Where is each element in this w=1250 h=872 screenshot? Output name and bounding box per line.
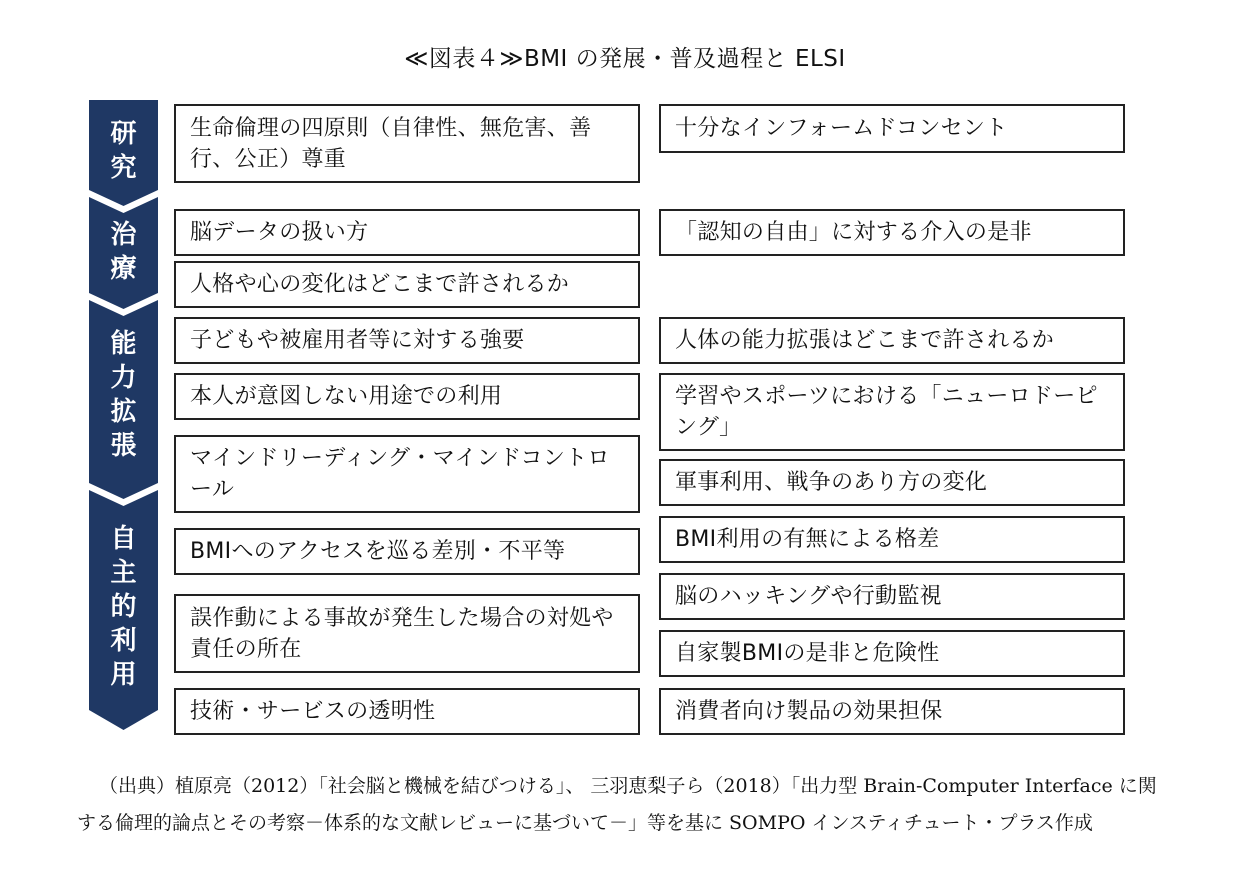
issue-box [174,435,640,513]
figure-title: ≪図表４≫BMI の発展・普及過程と ELSI [404,46,846,72]
issue-text: 学習やスポーツにおける「ニューロドーピング」 [675,384,1098,440]
issue-box [174,688,640,735]
stage-label-treatment: 治 療 [110,220,137,284]
issue-box [659,688,1125,735]
issue-text: 軍事利用、戦争のあり方の変化 [675,470,988,495]
issue-text: BMIへのアクセスを巡る差別・不平等 [190,539,566,564]
issue-text: 「認知の自由」に対する介入の是非 [675,220,1032,245]
issue-box [659,209,1125,256]
issue-box [174,104,640,183]
issue-box [174,209,640,256]
issue-box [659,516,1125,563]
issue-box [174,528,640,575]
issue-text: 生命倫理の四原則（自律性、無危害、善行、公正）尊重 [190,115,592,172]
issue-text: マインドリーディング・マインドコントロール [190,446,610,502]
issue-text: 脳のハッキングや行動監視 [675,584,942,609]
issue-box [174,373,640,420]
issue-text: 誤作動による事故が発生した場合の対処や責任の所在 [190,605,614,662]
issue-box [174,261,640,308]
issue-text: 技術・サービスの透明性 [190,699,436,724]
issue-box [659,459,1125,506]
issue-text: 人格や心の変化はどこまで許されるか [190,272,570,297]
issue-text: BMI利用の有無による格差 [675,527,940,552]
issue-box [659,317,1125,364]
issue-box [659,373,1125,451]
source-note: （出典）植原亮（2012）「社会脳と機械を結びつける」、 三羽恵梨子ら（2018）「出力型 Brain-Computer Interface に関する倫理的論点とその考察－体系的な文献レビューに基づいて－」等を基に SOMPO インスティチュート・プラス作成 [77,775,1157,834]
stage-label-enhancement: 能 力 拡 張 [110,329,137,461]
issue-text: 十分なインフォームドコンセント [675,116,1008,141]
issue-box [174,594,640,673]
issue-text: 人体の能力拡張はどこまで許されるか [675,328,1055,353]
issue-text: 自家製BMIの是非と危険性 [675,641,940,666]
issue-box [659,630,1125,677]
issue-text: 子どもや被雇用者等に対する強要 [190,328,525,353]
issue-box [659,104,1125,153]
stage-label-research: 研 究 [110,119,137,183]
issue-box [659,573,1125,620]
stage-label-self-use: 自 主 的 利 用 [110,524,137,690]
issue-text: 脳データの扱い方 [190,220,369,245]
issue-box [174,317,640,364]
issue-text: 本人が意図しない用途での利用 [190,384,503,409]
issue-text: 消費者向け製品の効果担保 [675,699,943,724]
